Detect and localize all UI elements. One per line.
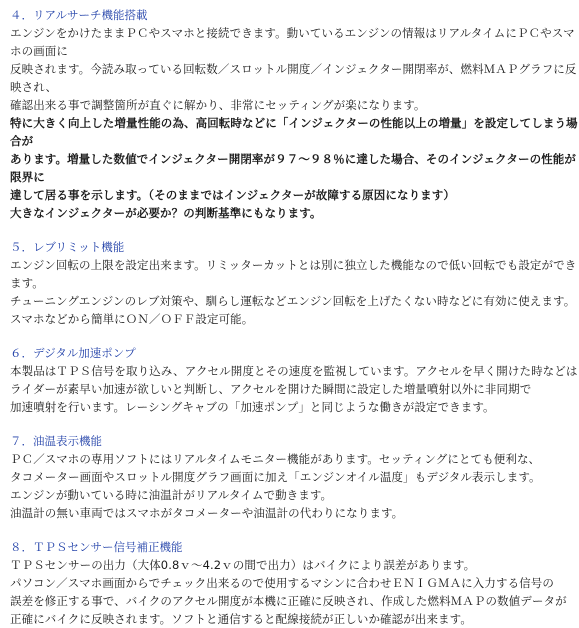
- body-text-line: パソコン／スマホ画面からでチェック出来るので使用するマシンに合わせＥＮＩＧＭＡに入力する信号の: [10, 576, 554, 590]
- section-heading: ４．リアルサーチ機能搭載: [10, 8, 148, 22]
- emphasis-text-line: 合が: [10, 134, 34, 148]
- section-spacer: [10, 522, 579, 538]
- section-heading: ７．油温表示機能: [10, 434, 102, 448]
- body-text-line: タコメーター画面やスロットル開度グラフ画面に加え「エンジンオイル温度」もデジタル表示します。: [10, 470, 541, 484]
- section-heading: ６．デジタル加速ポンプ: [10, 346, 136, 360]
- body-text-line: 正確にバイクに反映されます。ソフトと通信すると配線接続が正しいか確認が出来ます。: [10, 612, 472, 626]
- body-text-line: 油温計の無い車両ではスマホがタコメーターや油温計の代わりになります。: [10, 506, 404, 520]
- emphasis-text-line: 限界に: [10, 170, 45, 184]
- section-spacer: [10, 222, 579, 238]
- body-text-line: 加速噴射を行います。レーシングキャブの「加速ポンプ」と同じような働きが設定できます。: [10, 400, 495, 414]
- emphasis-text-line: あります。増量した数値でインジェクター開閉率が９７～９８％に達した場合、そのインジェクターの性能が: [10, 152, 576, 166]
- body-text-line: ます。: [10, 276, 44, 290]
- body-text-line: ＴＰＳセンサーの出力（大体0.8ｖ～4.2ｖの間で出力）はバイクにより誤差があります。: [10, 558, 476, 572]
- body-text-line: スマホなどから簡単にＯＮ／ＯＦＦ設定可能。: [10, 312, 254, 326]
- body-text-line: 確認出来る事で調整箇所が直ぐに解かり、非常にセッティングが楽になります。: [10, 98, 426, 112]
- body-text-line: チューニングエンジンのレブ対策や、馴らし運転などエンジン回転を上げたくない時などに有効に使えます。: [10, 294, 576, 308]
- section-spacer: [10, 328, 579, 344]
- section-heading: ５．レブリミット機能: [10, 240, 125, 254]
- body-text-line: 本製品はＴＰＳ信号を取り込み、アクセル開度とその速度を監視しています。アクセルを早く開けた時などは: [10, 364, 578, 378]
- body-text-line: ライダーが素早い加速が欲しいと判断し、アクセルを開けた瞬間に設定した増量噴射以外に非同期で: [10, 382, 532, 396]
- emphasis-text-line: 達して居る事を示します。（そのままではインジェクターが故障する原因になります）: [10, 188, 455, 202]
- body-text-line: ＰＣ／スマホの専用ソフトにはリアルタイムモニター機能があります。セッティングにとても便利な、: [10, 452, 541, 466]
- body-text-line: 誤差を修正する事で、バイクのアクセル開度が本機に正確に反映され、作成した燃料ＭＡＰの数値データが: [10, 594, 567, 608]
- feature-section: [10, 432, 579, 522]
- body-text-line: ホの画面に: [10, 44, 68, 58]
- emphasis-text-line: 大きなインジェクターが必要か？の判断基準にもなります。: [10, 206, 322, 220]
- feature-section: [10, 538, 579, 628]
- section-spacer: [10, 416, 579, 432]
- body-text-line: エンジンをかけたままＰＣやスマホと接続できます。動いているエンジンの情報はリアルタイムにＰＣやスマ: [10, 26, 575, 40]
- feature-section: [10, 238, 579, 328]
- feature-section: [10, 6, 579, 222]
- emphasis-text-line: 特に大きく向上した増量性能の為、高回転時などに「インジェクターの性能以上の増量」を設定してしまう場: [10, 116, 578, 130]
- body-text-line: エンジンが動いている時に油温計がリアルタイムで動きます。: [10, 488, 333, 502]
- body-text-line: 映され、: [10, 80, 58, 94]
- body-text-line: エンジン回転の上限を設定出来ます。リミッターカットとは別に独立した機能なので低い回転でも設定ができ: [10, 258, 577, 272]
- body-text-line: 反映されます。今読み取っている回転数／スロットル開度／インジェクター開閉率が、燃料ＭＡＰグラフに反: [10, 62, 577, 76]
- feature-section: [10, 344, 579, 416]
- section-heading: ８．ＴＰＳセンサー信号補正機能: [10, 540, 183, 554]
